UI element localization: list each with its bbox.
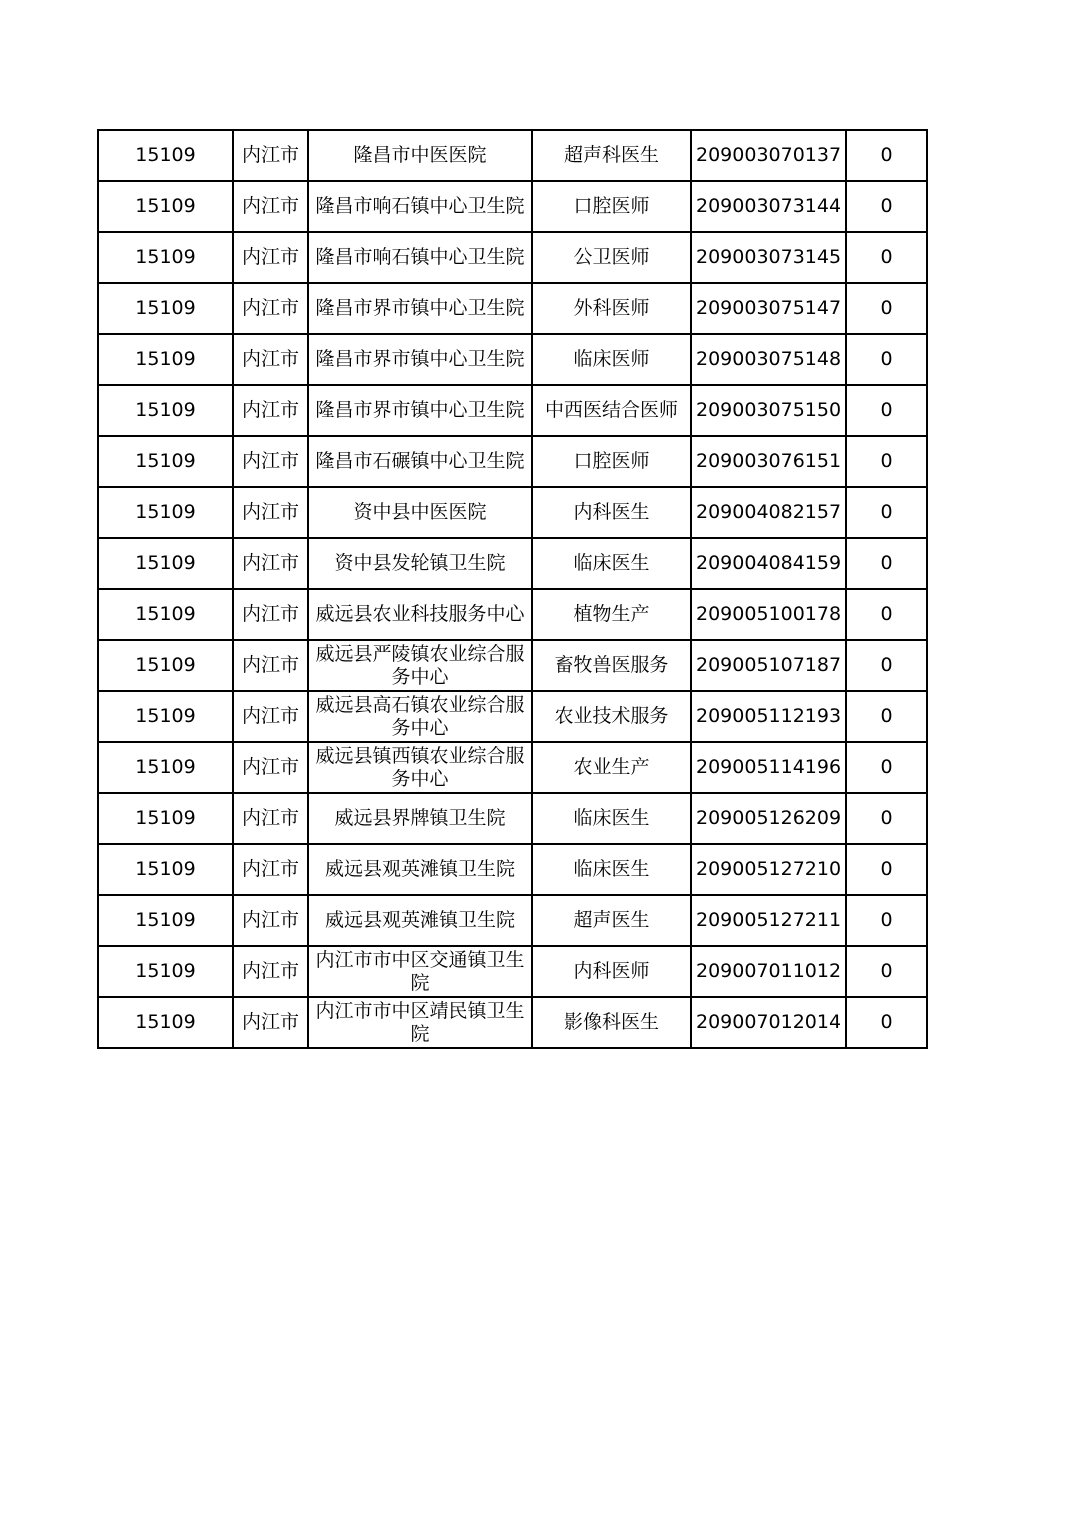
cell-count: [846, 895, 927, 946]
cell-city-text: 内江市: [241, 807, 299, 829]
cell-unit: [308, 844, 532, 895]
cell-city: [233, 334, 308, 385]
cell-unit: [308, 385, 532, 436]
cell-city-text: 内江市: [241, 603, 299, 625]
cell-position: [532, 385, 691, 436]
cell-unit-text: 威远县界牌镇卫生院: [334, 807, 506, 829]
job-table-body: [98, 130, 927, 1048]
table-row: [98, 385, 927, 436]
cell-city: [233, 436, 308, 487]
table-row: [98, 232, 927, 283]
cell-code: [98, 589, 233, 640]
cell-count: [846, 691, 927, 742]
cell-position-text: 超声医生: [573, 909, 650, 931]
cell-position: [532, 130, 691, 181]
cell-post-code-text: 209004084159: [696, 552, 842, 574]
cell-city-text: 内江市: [241, 858, 299, 880]
cell-position-text: 内科医师: [573, 960, 650, 982]
cell-count: [846, 589, 927, 640]
cell-city-text: 内江市: [241, 501, 299, 523]
cell-post-code-text: 209003076151: [696, 450, 842, 472]
cell-city: [233, 283, 308, 334]
cell-city-text: 内江市: [241, 144, 299, 166]
cell-count-text: 0: [880, 501, 893, 523]
cell-count: [846, 283, 927, 334]
table-row: [98, 640, 927, 691]
cell-unit: [308, 742, 532, 793]
cell-position: [532, 844, 691, 895]
cell-position-text: 植物生产: [573, 603, 650, 625]
cell-city: [233, 232, 308, 283]
cell-city: [233, 844, 308, 895]
cell-count-text: 0: [880, 246, 893, 268]
table-row: [98, 436, 927, 487]
table-row: [98, 997, 927, 1048]
cell-position-text: 内科医生: [573, 501, 650, 523]
cell-unit: [308, 130, 532, 181]
cell-post-code-text: 209005107187: [696, 654, 842, 676]
cell-count-text: 0: [880, 756, 893, 778]
cell-post-code-text: 209005127210: [696, 858, 842, 880]
cell-count: [846, 385, 927, 436]
cell-city: [233, 487, 308, 538]
cell-post-code: [691, 946, 846, 997]
cell-city: [233, 946, 308, 997]
cell-position: [532, 742, 691, 793]
cell-code: [98, 742, 233, 793]
cell-unit-text: 威远县观英滩镇卫生院: [324, 858, 515, 880]
cell-code-text: 15109: [135, 195, 196, 217]
cell-position: [532, 946, 691, 997]
cell-code-text: 15109: [135, 705, 196, 727]
cell-code-text: 15109: [135, 246, 196, 268]
cell-count: [846, 130, 927, 181]
cell-code-text: 15109: [135, 297, 196, 319]
cell-post-code-text: 209005100178: [696, 603, 842, 625]
cell-unit-text: 隆昌市石碾镇中心卫生院: [315, 450, 525, 472]
cell-unit-text: 隆昌市响石镇中心卫生院: [315, 195, 525, 217]
cell-unit: [308, 232, 532, 283]
cell-unit-text: 威远县镇西镇农业综合服务中心: [315, 744, 525, 790]
cell-position: [532, 334, 691, 385]
cell-post-code: [691, 589, 846, 640]
cell-post-code: [691, 130, 846, 181]
cell-unit-text: 隆昌市响石镇中心卫生院: [315, 246, 525, 268]
cell-count: [846, 538, 927, 589]
cell-city-text: 内江市: [241, 195, 299, 217]
table-row: [98, 487, 927, 538]
cell-code-text: 15109: [135, 858, 196, 880]
cell-post-code: [691, 640, 846, 691]
cell-position: [532, 283, 691, 334]
cell-unit-text: 资中县中医医院: [353, 501, 487, 523]
cell-position-text: 公卫医师: [573, 246, 650, 268]
cell-code: [98, 436, 233, 487]
cell-count-text: 0: [880, 960, 893, 982]
cell-post-code-text: 209007011012: [696, 960, 842, 982]
cell-city: [233, 181, 308, 232]
cell-count-text: 0: [880, 297, 893, 319]
cell-city: [233, 385, 308, 436]
cell-city-text: 内江市: [241, 246, 299, 268]
cell-code: [98, 385, 233, 436]
cell-post-code-text: 209003075150: [696, 399, 842, 421]
table-row: [98, 538, 927, 589]
cell-code: [98, 895, 233, 946]
cell-code: [98, 793, 233, 844]
cell-position: [532, 436, 691, 487]
cell-unit-text: 威远县观英滩镇卫生院: [324, 909, 515, 931]
cell-count-text: 0: [880, 195, 893, 217]
table-row: [98, 844, 927, 895]
cell-unit-text: 威远县严陵镇农业综合服务中心: [315, 642, 525, 688]
cell-unit-text: 隆昌市界市镇中心卫生院: [315, 399, 525, 421]
cell-count-text: 0: [880, 858, 893, 880]
cell-city-text: 内江市: [241, 705, 299, 727]
cell-count: [846, 232, 927, 283]
cell-code: [98, 487, 233, 538]
cell-unit: [308, 691, 532, 742]
cell-count: [846, 946, 927, 997]
cell-unit: [308, 436, 532, 487]
cell-city-text: 内江市: [241, 756, 299, 778]
cell-unit-text: 威远县农业科技服务中心: [315, 603, 525, 625]
cell-post-code: [691, 538, 846, 589]
cell-position: [532, 589, 691, 640]
cell-code-text: 15109: [135, 909, 196, 931]
cell-city-text: 内江市: [241, 654, 299, 676]
cell-post-code: [691, 691, 846, 742]
cell-count-text: 0: [880, 399, 893, 421]
cell-unit: [308, 334, 532, 385]
cell-post-code: [691, 895, 846, 946]
cell-post-code-text: 209005114196: [696, 756, 842, 778]
cell-position: [532, 487, 691, 538]
cell-unit: [308, 487, 532, 538]
cell-code: [98, 232, 233, 283]
cell-unit: [308, 589, 532, 640]
table-row: [98, 742, 927, 793]
cell-code-text: 15109: [135, 450, 196, 472]
cell-post-code: [691, 232, 846, 283]
cell-count-text: 0: [880, 552, 893, 574]
cell-unit-text: 隆昌市界市镇中心卫生院: [315, 297, 525, 319]
cell-unit: [308, 538, 532, 589]
cell-post-code-text: 209005127211: [696, 909, 842, 931]
cell-code-text: 15109: [135, 654, 196, 676]
cell-unit: [308, 283, 532, 334]
cell-city: [233, 691, 308, 742]
cell-city: [233, 895, 308, 946]
cell-position: [532, 895, 691, 946]
cell-count-text: 0: [880, 1011, 893, 1033]
cell-position-text: 中西医结合医师: [544, 399, 678, 421]
cell-city: [233, 793, 308, 844]
cell-city: [233, 130, 308, 181]
cell-city-text: 内江市: [241, 399, 299, 421]
cell-city-text: 内江市: [241, 348, 299, 370]
cell-code-text: 15109: [135, 1011, 196, 1033]
cell-city-text: 内江市: [241, 1011, 299, 1033]
cell-post-code-text: 209007012014: [696, 1011, 842, 1033]
cell-post-code: [691, 334, 846, 385]
cell-position-text: 农业生产: [573, 756, 650, 778]
cell-code: [98, 946, 233, 997]
cell-count-text: 0: [880, 807, 893, 829]
cell-code: [98, 691, 233, 742]
cell-unit: [308, 640, 532, 691]
cell-post-code-text: 209003075148: [696, 348, 842, 370]
cell-post-code: [691, 793, 846, 844]
cell-code: [98, 283, 233, 334]
cell-count: [846, 997, 927, 1048]
cell-count-text: 0: [880, 348, 893, 370]
cell-count-text: 0: [880, 705, 893, 727]
cell-post-code-text: 209005126209: [696, 807, 842, 829]
cell-code-text: 15109: [135, 348, 196, 370]
cell-position-text: 临床医师: [573, 348, 650, 370]
cell-count-text: 0: [880, 144, 893, 166]
cell-position: [532, 181, 691, 232]
cell-position-text: 农业技术服务: [554, 705, 669, 727]
cell-count: [846, 640, 927, 691]
cell-position-text: 影像科医生: [563, 1011, 659, 1033]
cell-post-code: [691, 181, 846, 232]
table-row: [98, 589, 927, 640]
cell-unit-text: 内江市市中区交通镇卫生院: [315, 948, 525, 994]
cell-position: [532, 691, 691, 742]
cell-post-code: [691, 487, 846, 538]
cell-position-text: 口腔医师: [573, 450, 650, 472]
table-row: [98, 691, 927, 742]
table-row: [98, 181, 927, 232]
cell-post-code: [691, 436, 846, 487]
cell-city: [233, 589, 308, 640]
cell-position-text: 外科医师: [573, 297, 650, 319]
cell-code: [98, 538, 233, 589]
table-row: [98, 895, 927, 946]
cell-unit: [308, 895, 532, 946]
cell-count-text: 0: [880, 654, 893, 676]
cell-city-text: 内江市: [241, 909, 299, 931]
cell-count-text: 0: [880, 909, 893, 931]
table-row: [98, 793, 927, 844]
cell-city: [233, 997, 308, 1048]
cell-code-text: 15109: [135, 552, 196, 574]
cell-count-text: 0: [880, 450, 893, 472]
table-row: [98, 130, 927, 181]
cell-count: [846, 436, 927, 487]
cell-position: [532, 640, 691, 691]
cell-city-text: 内江市: [241, 297, 299, 319]
cell-position: [532, 538, 691, 589]
cell-position-text: 临床医生: [573, 858, 650, 880]
cell-city-text: 内江市: [241, 552, 299, 574]
job-table: [97, 129, 928, 1049]
cell-code: [98, 640, 233, 691]
cell-code: [98, 844, 233, 895]
cell-count: [846, 793, 927, 844]
cell-post-code: [691, 742, 846, 793]
cell-city-text: 内江市: [241, 450, 299, 472]
cell-code: [98, 997, 233, 1048]
cell-code-text: 15109: [135, 501, 196, 523]
cell-unit: [308, 997, 532, 1048]
cell-position: [532, 232, 691, 283]
cell-post-code-text: 209003073144: [696, 195, 842, 217]
cell-position: [532, 997, 691, 1048]
cell-city: [233, 640, 308, 691]
table-row: [98, 334, 927, 385]
cell-count-text: 0: [880, 603, 893, 625]
cell-post-code: [691, 385, 846, 436]
table-row: [98, 946, 927, 997]
cell-count: [846, 844, 927, 895]
cell-position-text: 临床医生: [573, 807, 650, 829]
cell-post-code: [691, 283, 846, 334]
cell-post-code: [691, 997, 846, 1048]
cell-post-code: [691, 844, 846, 895]
cell-position-text: 畜牧兽医服务: [554, 654, 669, 676]
cell-unit-text: 威远县高石镇农业综合服务中心: [315, 693, 525, 739]
cell-unit: [308, 181, 532, 232]
cell-count: [846, 334, 927, 385]
cell-unit: [308, 793, 532, 844]
cell-city-text: 内江市: [241, 960, 299, 982]
cell-code: [98, 130, 233, 181]
cell-code-text: 15109: [135, 756, 196, 778]
cell-count: [846, 487, 927, 538]
cell-position-text: 超声科医生: [563, 144, 659, 166]
cell-unit-text: 资中县发轮镇卫生院: [334, 552, 506, 574]
cell-unit-text: 隆昌市中医医院: [353, 144, 487, 166]
cell-code-text: 15109: [135, 807, 196, 829]
cell-count: [846, 742, 927, 793]
cell-post-code-text: 209003070137: [696, 144, 842, 166]
cell-code: [98, 181, 233, 232]
cell-city: [233, 742, 308, 793]
cell-post-code-text: 209005112193: [696, 705, 842, 727]
cell-code-text: 15109: [135, 144, 196, 166]
cell-position: [532, 793, 691, 844]
cell-unit: [308, 946, 532, 997]
cell-code-text: 15109: [135, 603, 196, 625]
cell-city: [233, 538, 308, 589]
cell-count: [846, 181, 927, 232]
table-row: [98, 283, 927, 334]
cell-post-code-text: 209004082157: [696, 501, 842, 523]
cell-code: [98, 334, 233, 385]
cell-code-text: 15109: [135, 960, 196, 982]
cell-unit-text: 隆昌市界市镇中心卫生院: [315, 348, 525, 370]
cell-unit-text: 内江市市中区靖民镇卫生院: [315, 999, 525, 1045]
cell-post-code-text: 209003073145: [696, 246, 842, 268]
cell-code-text: 15109: [135, 399, 196, 421]
cell-position-text: 口腔医师: [573, 195, 650, 217]
cell-position-text: 临床医生: [573, 552, 650, 574]
cell-post-code-text: 209003075147: [696, 297, 842, 319]
